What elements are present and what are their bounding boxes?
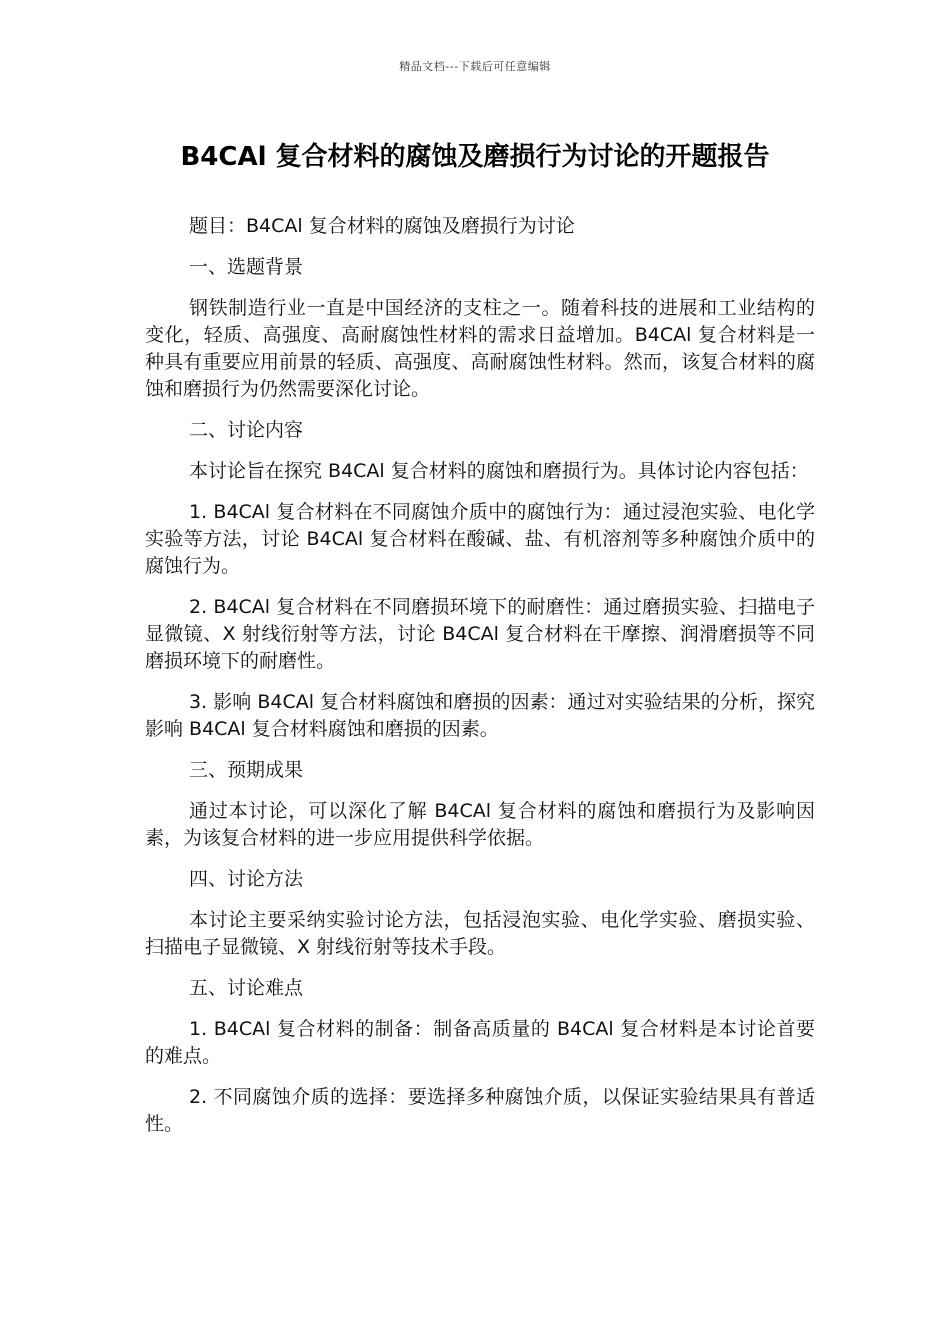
background-paragraph: 钢铁制造行业一直是中国经济的支柱之一。随着科技的进展和工业结构的变化，轻质、高强度、高耐腐蚀性材料的需求日益增加。B4CAl 复合材料是一种具有重要应用前景的轻质、高强度、高耐腐蚀性材料。然而，该复合材料的腐蚀和磨损行为仍然需要深化讨论。 [145,297,815,400]
document-title: B4CAl 复合材料的腐蚀及磨损行为讨论的开题报告 [180,142,770,172]
content-item-2: 2. B4CAl 复合材料在不同磨损环境下的耐磨性：通过磨损实验、扫描电子显微镜、X 射线衍射等方法，讨论 B4CAl 复合材料在干摩擦、润滑磨损等不同磨损环境下的耐磨性。 [145,596,815,672]
difficulties-heading: 五、讨论难点 [189,977,304,999]
content-item-1: 1. B4CAl 复合材料在不同腐蚀介质中的腐蚀行为：通过浸泡实验、电化学实验等方法，讨论 B4CAl 复合材料在酸碱、盐、有机溶剂等多种腐蚀介质中的腐蚀行为。 [145,501,815,577]
background-heading: 一、选题背景 [189,256,304,278]
difficulties-item-1: 1. B4CAl 复合材料的制备：制备高质量的 B4CAl 复合材料是本讨论首要的难点。 [145,1018,815,1067]
topic-line: 题目：B4CAl 复合材料的腐蚀及磨损行为讨论 [189,215,575,237]
results-heading: 三、预期成果 [189,759,304,781]
results-paragraph: 通过本讨论，可以深化了解 B4CAl 复合材料的腐蚀和磨损行为及影响因素，为该复合材料的进一步应用提供科学依据。 [145,800,815,849]
content-heading: 二、讨论内容 [189,419,304,441]
content-item-3: 3. 影响 B4CAl 复合材料腐蚀和磨损的因素：通过对实验结果的分析，探究影响 B4CAl 复合材料腐蚀和磨损的因素。 [145,691,815,740]
header-note: 精品文档---下载后可任意编辑 [399,60,551,73]
difficulties-item-2: 2. 不同腐蚀介质的选择：要选择多种腐蚀介质，以保证实验结果具有普适性。 [145,1086,815,1135]
document-body [145,213,815,1152]
methods-paragraph: 本讨论主要采纳实验讨论方法，包括浸泡实验、电化学实验、磨损实验、扫描电子显微镜、X 射线衍射等技术手段。 [145,909,815,958]
methods-heading: 四、讨论方法 [189,868,304,890]
content-intro-paragraph: 本讨论旨在探究 B4CAl 复合材料的腐蚀和磨损行为。具体讨论内容包括： [189,460,809,482]
